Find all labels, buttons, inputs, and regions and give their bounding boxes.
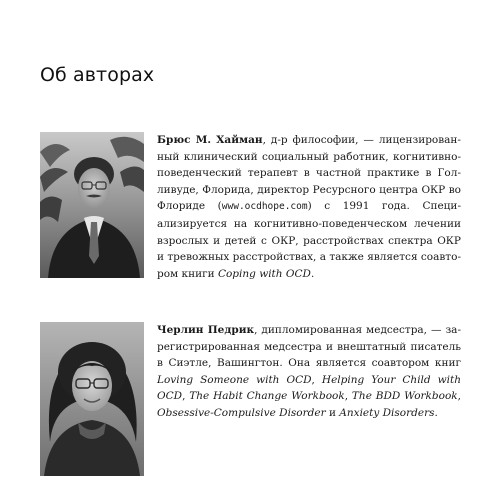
bio-text: . (434, 406, 438, 419)
author-bio-pedrick (157, 322, 461, 422)
bio-separator: , (344, 390, 352, 403)
book-title: Obsessive-Compulsive Disorder (157, 406, 326, 419)
author-bio-hyman (157, 132, 461, 282)
author-photo-hyman (40, 132, 144, 278)
bio-conjunction: и (325, 406, 340, 419)
bio-text: ) с 1991 года. Специализируется на когнитивно-поведенческом лечении взрослых и детей с ОКР, расстройствах спектра ОКР и тревожных расстройствах, а также является соавтором книги (157, 200, 461, 280)
book-title: The BDD Workbook (351, 390, 458, 403)
author-name-pedrick: Черлин Педрик (157, 324, 255, 336)
book-title: The Habit Change Workbook (189, 390, 345, 403)
bio-separator: , (182, 390, 190, 403)
bio-text: , д-р философии, — лицензированный клинический социальный работник, когнитивно-поведенческий терапевт в частной практике в Голливуде, Флорида, директор Ресурсного центра ОКР во Флориде ( (157, 134, 461, 213)
book-title: Helping Your Child with OCD (157, 373, 461, 403)
page-title: Об авторах (40, 64, 155, 86)
bio-text: . (310, 267, 315, 280)
bio-separator: , (311, 373, 322, 386)
book-title: Anxiety Disorders (339, 406, 435, 419)
author-website-link[interactable]: www.ocdhope.com (221, 201, 308, 213)
bio-text: , дипломированная медсестра, — зарегистрированная медсестра и внештатный писатель в Сиэтле, Вашингтон. Она является соавтором книг (157, 324, 461, 370)
book-title: Loving Someone with OCD (157, 373, 312, 386)
author-photo-pedrick (40, 322, 144, 476)
book-title: Coping with OCD (217, 267, 311, 280)
author-name-hyman: Брюс М. Хайман (157, 134, 263, 146)
bio-separator: , (457, 390, 461, 403)
